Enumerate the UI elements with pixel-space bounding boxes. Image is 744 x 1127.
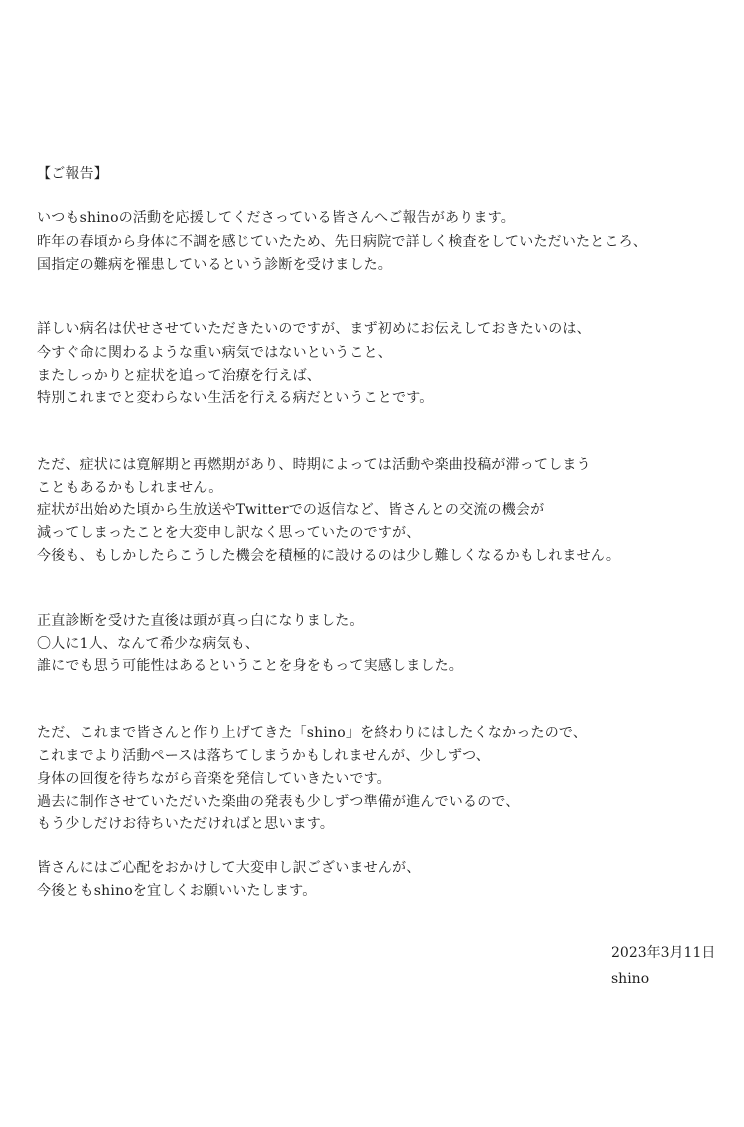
- paragraph-line: 今後も、もしかしたらこうした機会を積極的に設けるのは少し難しくなるかもしれません。: [37, 548, 621, 564]
- paragraph-line: 〇人に1人、なんて希少な病気も、: [37, 636, 260, 652]
- paragraph-line: ただ、これまで皆さんと作り上げてきた「shino」を終わりにはしたくなかったので、: [37, 725, 588, 741]
- announcement-title: 【ご報告】: [37, 166, 108, 182]
- paragraph-line: これまでより活動ペースは落ちてしまうかもしれませんが、少しずつ、: [37, 748, 490, 764]
- paragraph-line: 今後ともshinoを宜しくお願いいたします。: [37, 883, 317, 899]
- paragraph-line: 身体の回復を待ちながら音楽を発信していきたいです。: [37, 771, 391, 787]
- paragraph-line: 今すぐ命に関わるような重い病気ではないということ、: [37, 345, 392, 361]
- paragraph-line: 国指定の難病を罹患しているという診断を受けました。: [37, 257, 392, 273]
- paragraph-line: もう少しだけお待ちいただければと思います。: [37, 816, 335, 832]
- paragraph-line: 症状が出始めた頃から生放送やTwitterでの返信など、皆さんとの交流の機会が: [37, 502, 545, 518]
- paragraph-line: 過去に制作させていただいた楽曲の発表も少しずつ準備が進んでいるので、: [37, 794, 520, 810]
- announcement-signature: shino: [611, 971, 650, 987]
- paragraph-line: いつもshinoの活動を応援してくださっている皆さんへご報告があります。: [37, 210, 515, 226]
- paragraph-line: 正直診断を受けた直後は頭が真っ白になりました。: [37, 613, 364, 629]
- paragraph-line: またしっかりと症状を追って治療を行えば、: [37, 368, 321, 384]
- paragraph-line: 特別これまでと変わらない生活を行える病だということです。: [37, 390, 434, 406]
- paragraph-line: こともあるかもしれません。: [37, 480, 223, 496]
- paragraph-line: 減ってしまったことを大変申し訳なく思っていたのですが、: [37, 525, 421, 541]
- paragraph-line: 昨年の春頃から身体に不調を感じていたため、先日病院で詳しく検査をしていただいたところ、: [37, 234, 648, 250]
- announcement-date: 2023年3月11日: [611, 945, 716, 961]
- paragraph-line: 皆さんにはご心配をおかけして大変申し訳ございませんが、: [37, 860, 421, 876]
- paragraph-line: 詳しい病名は伏せさせていただきたいのですが、まず初めにお伝えしておきたいのは、: [37, 321, 591, 337]
- paragraph-line: 誰にでも思う可能性はあるということを身をもって実感しました。: [37, 658, 463, 674]
- paragraph-line: ただ、症状には寛解期と再燃期があり、時期によっては活動や楽曲投稿が滞ってしまう: [37, 457, 591, 473]
